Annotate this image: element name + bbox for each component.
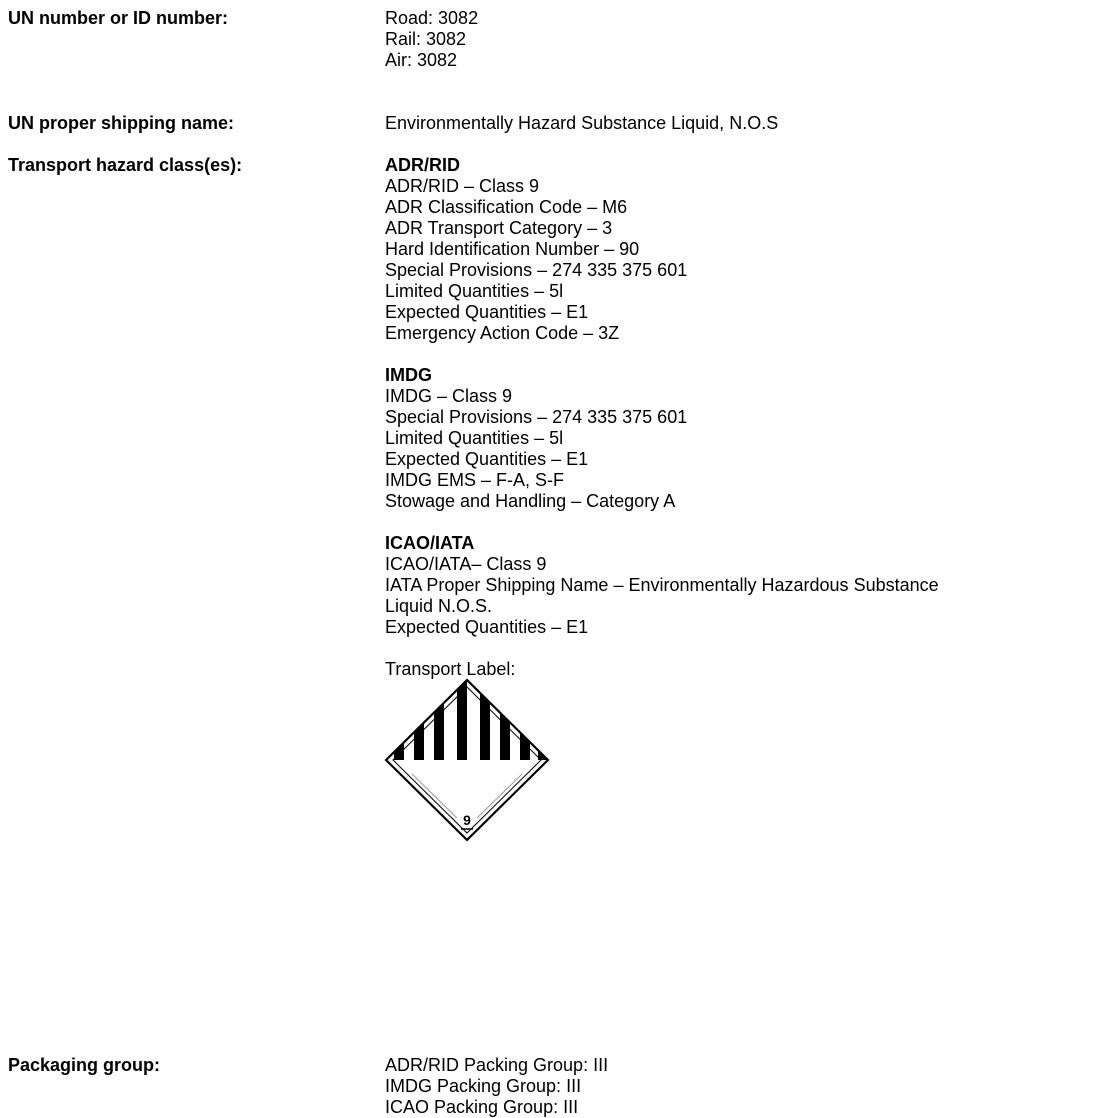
adr-line: ADR/RID – Class 9 xyxy=(385,176,540,196)
un-number-road: Road: 3082 xyxy=(385,8,479,28)
icao-line: Liquid N.O.S. xyxy=(385,596,493,616)
packing-group-imdg: IMDG Packing Group: III xyxy=(385,1076,582,1096)
packing-group-adr: ADR/RID Packing Group: III xyxy=(385,1055,609,1075)
shipping-name-label: UN proper shipping name: xyxy=(8,113,235,133)
un-number-rail: Rail: 3082 xyxy=(385,29,467,49)
hazard-class-label: Transport hazard class(es): xyxy=(8,155,243,175)
class-9-hazard-diamond-icon xyxy=(382,676,552,844)
adr-line: Emergency Action Code – 3Z xyxy=(385,323,620,343)
imdg-line: Limited Quantities – 5l xyxy=(385,428,564,448)
imdg-line: Special Provisions – 274 335 375 601 xyxy=(385,407,688,427)
adr-line: ADR Transport Category – 3 xyxy=(385,218,613,238)
un-number-values xyxy=(385,8,478,71)
imdg-heading: IMDG xyxy=(385,365,432,385)
imdg-line: IMDG EMS – F-A, S-F xyxy=(385,470,565,490)
adr-line: Limited Quantities – 5l xyxy=(385,281,564,301)
icao-line: ICAO/IATA– Class 9 xyxy=(385,554,547,574)
transport-label-caption: Transport Label: xyxy=(385,659,516,679)
hazard-class-details xyxy=(385,155,939,680)
adr-line: Hard Identification Number – 90 xyxy=(385,239,640,259)
adr-line: Expected Quantities – E1 xyxy=(385,302,589,322)
imdg-line: Expected Quantities – E1 xyxy=(385,449,589,469)
icao-heading: ICAO/IATA xyxy=(385,533,475,553)
un-number-label: UN number or ID number: xyxy=(8,8,229,28)
packing-group-icao: ICAO Packing Group: III xyxy=(385,1097,579,1117)
shipping-name-value-wrap xyxy=(385,113,778,134)
un-number-air: Air: 3082 xyxy=(385,50,458,70)
adr-heading: ADR/RID xyxy=(385,155,460,175)
icao-line: IATA Proper Shipping Name – Environmentally Hazardous Substance xyxy=(385,575,939,595)
adr-line: Special Provisions – 274 335 375 601 xyxy=(385,260,688,280)
imdg-line: IMDG – Class 9 xyxy=(385,386,513,406)
shipping-name-value: Environmentally Hazard Substance Liquid, N.O.S xyxy=(385,113,779,133)
packaging-group-label: Packaging group: xyxy=(8,1055,161,1075)
icao-line: Expected Quantities – E1 xyxy=(385,617,589,637)
class-number: 9 xyxy=(463,812,471,828)
packaging-group-values xyxy=(385,1055,608,1118)
imdg-line: Stowage and Handling – Category A xyxy=(385,491,676,511)
adr-line: ADR Classification Code – M6 xyxy=(385,197,628,217)
